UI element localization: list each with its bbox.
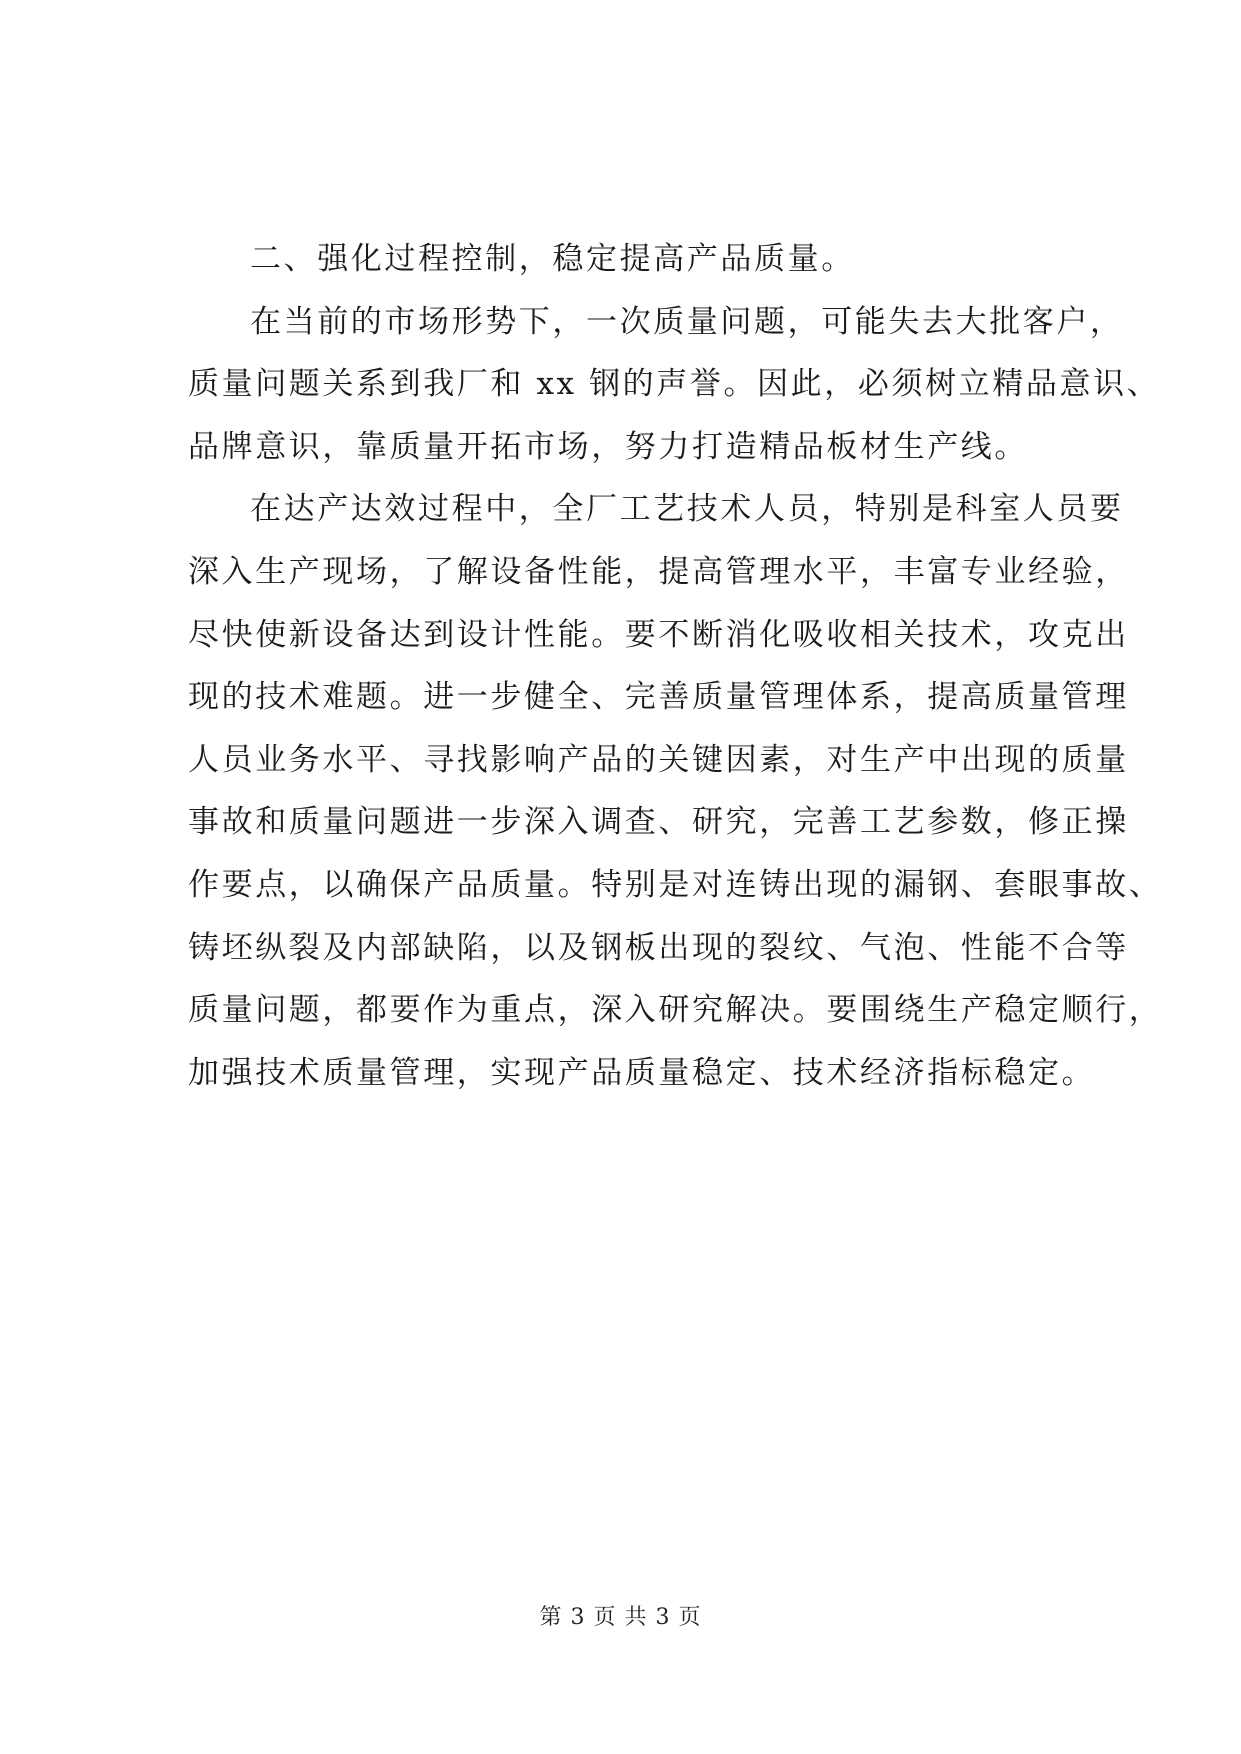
text-line: 作要点，以确保产品质量。特别是对连铸出现的漏钢、套眼事故、 (188, 866, 1163, 903)
text-line: 质量问题，都要作为重点，深入研究解决。要围绕生产稳定顺行， (188, 992, 1163, 1029)
text-line: 人员业务水平、寻找影响产品的关键因素，对生产中出现的质量 (188, 741, 1129, 778)
body-text (188, 228, 1163, 1104)
text-line: 深入生产现场，了解设备性能，提高管理水平，丰富专业经验， (188, 553, 1129, 590)
page-footer: 第 3 页 共 3 页 (539, 1605, 702, 1630)
text-line: 现的技术难题。进一步健全、完善质量管理体系，提高质量管理 (188, 679, 1129, 716)
text-line: 品牌意识，靠质量开拓市场，努力打造精品板材生产线。 (188, 428, 1028, 465)
text-line: 事故和质量问题进一步深入调查、研究，完善工艺参数，修正操 (188, 804, 1129, 841)
text-line: 在达产达效过程中，全厂工艺技术人员，特别是科室人员要 (250, 491, 1124, 528)
text-line: 加强技术质量管理，实现产品质量稳定、技术经济指标稳定。 (188, 1054, 1096, 1091)
text-line: 尽快使新设备达到设计性能。要不断消化吸收相关技术，攻克出 (188, 616, 1129, 653)
text-line: 在当前的市场形势下，一次质量问题，可能失去大批客户， (250, 303, 1124, 340)
text-line: 质量问题关系到我厂和 xx 钢的声誉。因此，必须树立精品意识、 (188, 366, 1161, 403)
text-line: 二、强化过程控制，稳定提高产品质量。 (250, 241, 855, 277)
text-line: 铸坯纵裂及内部缺陷，以及钢板出现的裂纹、气泡、性能不合等 (188, 929, 1129, 966)
